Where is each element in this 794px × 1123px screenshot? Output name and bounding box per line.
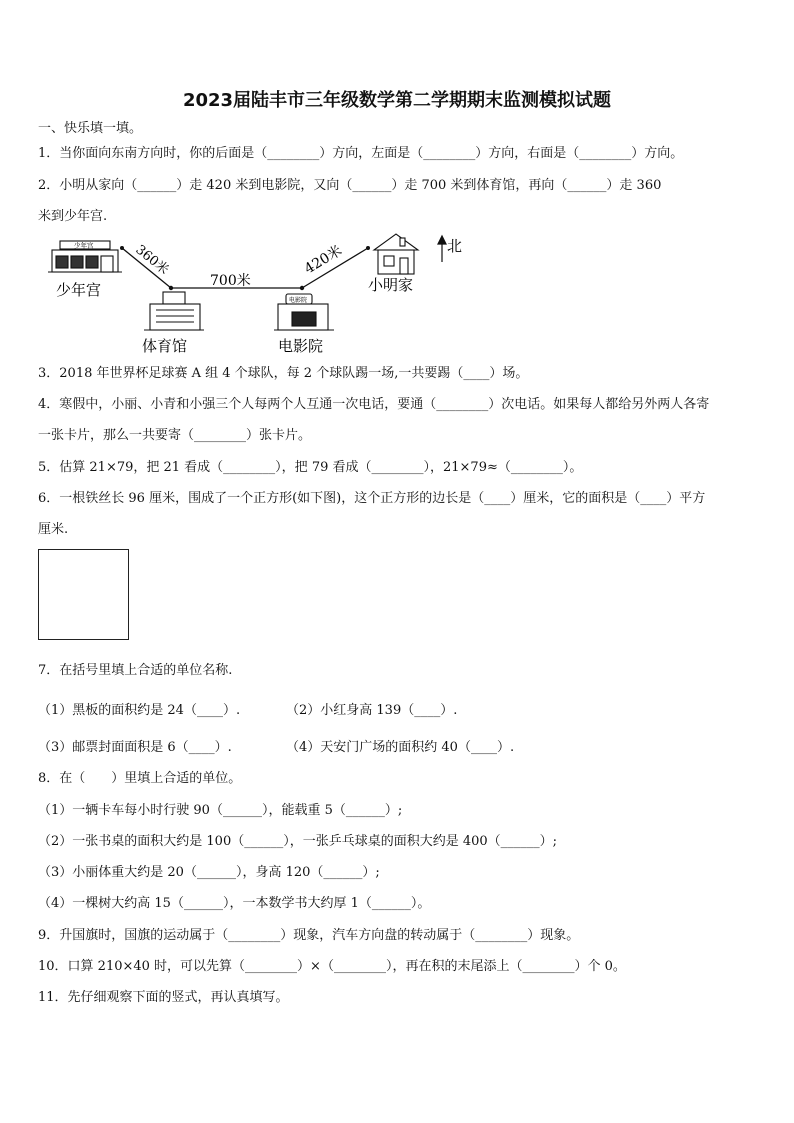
question-8: 8．在（ ）里填上合适的单位。 — [38, 771, 242, 786]
question-4-line-1: 4．寒假中，小丽、小青和小强三个人每两个人互通一次电话，要通（________）次电话。如果每人都给另外两人各寄 — [38, 397, 710, 412]
question-11: 11．先仔细观察下面的竖式，再认真填写。 — [38, 990, 289, 1005]
page-title: 2023届陆丰市三年级数学第二学期期末监测模拟试题 — [182, 90, 612, 111]
question-1: 1．当你面向东南方向时，你的后面是（________）方向，左面是（________）方向，右面是（________）方向。 — [38, 146, 684, 161]
north-arrow-icon — [438, 236, 446, 262]
question-2-line-2: 米到少年宫. — [38, 209, 108, 224]
question-8-item-4: （4）一棵树大约高 15（______），一本数学书大约厚 1（______）。 — [38, 896, 431, 911]
question-6-line-1: 6．一根铁丝长 96 厘米，围成了一个正方形(如下图)，这个正方形的边长是（____）厘米，它的面积是（____）平方 — [38, 491, 706, 506]
question-6-line-2: 厘米. — [38, 522, 69, 537]
xiaomingjia-house-icon — [374, 234, 418, 274]
question-8-item-2: （2）一张书桌的面积大约是 100（______），一张乒乓球桌的面积大约是 400（______）; — [38, 834, 558, 849]
question-8-item-3: （3）小丽体重大约是 20（______），身高 120（______）; — [38, 865, 380, 880]
question-8-item-1: （1）一辆卡车每小时行驶 90（______），能载重 5（______）; — [38, 803, 403, 818]
question-7-item-3: （3）邮票封面面积是 6（____）. — [38, 740, 232, 755]
tiyuguan-building-icon — [144, 292, 204, 330]
label-shaoniangong: 少年宫 — [56, 281, 102, 299]
question-7: 7．在括号里填上合适的单位名称. — [38, 663, 233, 678]
question-3: 3．2018 年世界杯足球赛 A 组 4 个球队，每 2 个球队踢一场,一共要踢（____）场。 — [38, 366, 529, 381]
label-dianyingyuan: 电影院 — [278, 337, 324, 355]
question-7-item-2: （2）小红身高 139（____）. — [286, 703, 458, 718]
question-10: 10．口算 210×40 时，可以先算（________）×（________），再在积的末尾添上（________）个 0。 — [38, 959, 626, 974]
dianyingyuan-sign: 电影院 — [289, 297, 308, 304]
label-xiaomingjia: 小明家 — [368, 276, 414, 294]
square-figure — [38, 549, 129, 640]
question-5: 5．估算 21×79，把 21 看成（________），把 79 看成（________），21×79≈（________）。 — [38, 460, 583, 475]
question-2-line-1: 2．小明从家向（______）走 420 米到电影院，又向（______）走 700 米到体育馆，再向（______）走 360 — [38, 178, 662, 193]
distance-360: 360米 — [132, 242, 172, 278]
route-map — [38, 232, 478, 358]
section-heading: 一、快乐填一填。 — [38, 121, 143, 136]
question-7-item-4: （4）天安门广场的面积约 40（____）. — [286, 740, 515, 755]
shaoniangong-sign: 少年宫 — [74, 241, 94, 250]
north-label: 北 — [447, 237, 463, 255]
label-tiyuguan: 体育馆 — [142, 337, 188, 355]
question-4-line-2: 一张卡片，那么一共要寄（________）张卡片。 — [38, 428, 312, 443]
distance-420: 420米 — [301, 242, 345, 278]
question-9: 9．升国旗时，国旗的运动属于（________）现象，汽车方向盘的转动属于（________）现象。 — [38, 928, 580, 943]
distance-700: 700米 — [210, 273, 251, 289]
question-7-item-1: （1）黑板的面积约是 24（____）. — [38, 703, 241, 718]
